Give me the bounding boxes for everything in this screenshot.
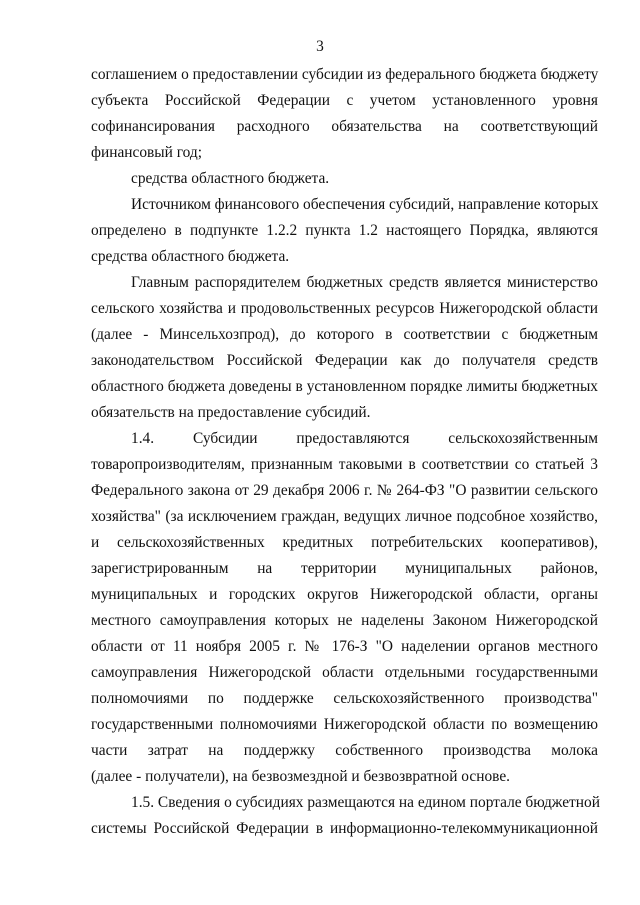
text-line: государственными полномочиями Нижегородской области по возмещению [91, 716, 598, 733]
text-line: хозяйства" (за исключением граждан, ведущих личное подсобное хозяйство, [91, 508, 598, 525]
text-line: 1.5. Сведения о субсидиях размещаются на едином портале бюджетной [131, 794, 600, 811]
text-line: соглашением о предоставлении субсидии из федерального бюджета бюджету [91, 66, 599, 83]
text-line: финансовый год; [91, 144, 203, 161]
text-line: системы Российской Федерации в информационно-телекоммуникационной [91, 820, 598, 837]
text-line: средства областного бюджета. [131, 170, 330, 187]
text-line: 1.4. Субсидии предоставляются сельскохозяйственным [131, 430, 598, 447]
text-line: области от 11 ноября 2005 г. № 176-З "О наделении органов местного [91, 638, 598, 655]
text-line: самоуправления Нижегородской области отдельными государственными [91, 664, 598, 681]
text-line: Источником финансового обеспечения субсидий, направление которых [131, 196, 599, 213]
text-line: муниципальных и городских округов Нижегородской области, органы [91, 586, 598, 603]
text-line: части затрат на поддержку собственного производства молока [91, 742, 598, 759]
text-line: средства областного бюджета. [91, 248, 290, 265]
text-line: сельского хозяйства и продовольственных ресурсов Нижегородской области [91, 300, 598, 317]
text-line: товаропроизводителям, признанным таковыми в соответствии со статьей 3 [91, 456, 598, 473]
text-line: и сельскохозяйственных кредитных потребительских кооперативов), [91, 534, 598, 551]
text-line: (далее - Минсельхозпрод), до которого в соответствии с бюджетным [91, 326, 598, 343]
text-line: (далее - получатели), на безвозмездной и безвозвратной основе. [91, 768, 511, 785]
text-line: обязательств на предоставление субсидий. [91, 404, 371, 421]
text-line: субъекта Российской Федерации с учетом установленного уровня [91, 92, 598, 109]
text-line: областного бюджета доведены в установленном порядке лимиты бюджетных [91, 378, 598, 395]
page-number: 3 [316, 38, 324, 55]
text-line: Федерального закона от 29 декабря 2006 г. № 264-ФЗ "О развитии сельского [91, 482, 598, 499]
text-line: Главным распорядителем бюджетных средств является министерство [131, 274, 598, 291]
text-line: софинансирования расходного обязательства на соответствующий [91, 118, 598, 135]
text-line: определено в подпункте 1.2.2 пункта 1.2 настоящего Порядка, являются [91, 222, 598, 239]
text-line: законодательством Российской Федерации как до получателя средств [91, 352, 598, 369]
text-line: зарегистрированным на территории муниципальных районов, [91, 560, 598, 577]
text-line: местного самоуправления которых не наделены Законом Нижегородской [91, 612, 598, 629]
text-line: полномочиями по поддержке сельскохозяйственного производства" [91, 690, 598, 707]
